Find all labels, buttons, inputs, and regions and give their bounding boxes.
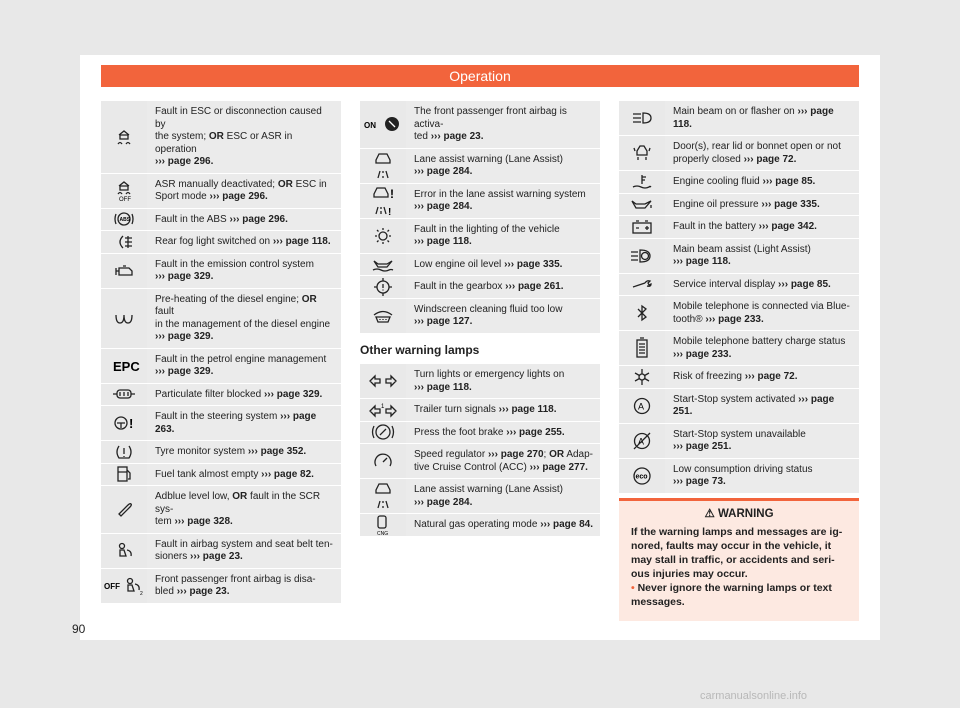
row-description xyxy=(665,331,859,365)
svg-text:EPC: EPC xyxy=(113,358,140,374)
description-line: Mobile telephone battery charge status xyxy=(673,336,846,347)
turn-signal-icon xyxy=(360,364,406,398)
description-line: Speed regulator ››› page 270; OR Adap- xyxy=(414,449,594,460)
washer-fluid-icon xyxy=(360,299,406,333)
description-line: Turn lights or emergency lights on xyxy=(414,369,565,380)
description-line: properly closed ››› page 72. xyxy=(673,153,797,165)
row-description xyxy=(665,136,859,170)
description-line: the system; OR ESC or ASR in operation xyxy=(155,131,293,155)
row-description xyxy=(406,479,600,513)
svg-text:A: A xyxy=(638,401,645,411)
table-row xyxy=(360,254,600,277)
row-description xyxy=(665,296,859,330)
fuel-tank-icon xyxy=(101,464,147,486)
table-row xyxy=(619,194,859,217)
description-line: tooth® ››› page 233. xyxy=(673,313,764,325)
table-row xyxy=(101,441,341,464)
row-description xyxy=(406,422,600,444)
table-row xyxy=(360,444,600,479)
table-row xyxy=(101,406,341,441)
warning-line: If the warning lamps and messages are ig- xyxy=(631,526,843,538)
table-row xyxy=(360,422,600,445)
table-row xyxy=(619,459,859,494)
warning-table-left xyxy=(101,101,341,604)
description-line: Fault in the steering system ››› page 263. xyxy=(155,411,317,435)
bullet-icon: • xyxy=(631,582,638,594)
description-line: Particulate filter blocked ››› page 329. xyxy=(155,388,323,400)
table-row xyxy=(619,331,859,366)
description-line: tem ››› page 328. xyxy=(155,516,233,527)
table-row xyxy=(619,389,859,424)
svg-text:1: 1 xyxy=(381,403,385,410)
description-line: Main beam assist (Light Assist) xyxy=(673,243,811,255)
svg-text:OFF: OFF xyxy=(119,196,131,203)
table-row xyxy=(101,289,341,349)
other-lamps-table xyxy=(360,364,600,537)
description-line: Adblue level low, OR fault in the SCR sys- xyxy=(155,491,321,515)
oil-pressure-icon xyxy=(619,194,665,216)
section-title: Other warning lamps xyxy=(360,342,480,357)
description-line: Risk of freezing ››› page 72. xyxy=(673,371,798,382)
description-line: Service interval display ››› page 85. xyxy=(673,278,831,290)
epc-icon xyxy=(101,349,147,383)
description-line: Lane assist warning (Lane Assist) xyxy=(414,153,563,165)
bulb-fault-icon xyxy=(360,219,406,253)
svg-text:!: ! xyxy=(129,416,134,431)
warning-box xyxy=(619,498,859,621)
warning-line: may stall in traffic, or accidents and seri- xyxy=(631,554,835,566)
svg-text:ON: ON xyxy=(364,121,376,131)
description-line: ››› page 118. xyxy=(414,381,472,393)
row-description xyxy=(406,254,600,276)
frost-icon xyxy=(619,366,665,388)
page-number: 90 xyxy=(72,622,86,636)
description-line: Fault in the lighting of the vehicle xyxy=(414,223,560,235)
warning-body xyxy=(619,521,859,609)
row-description xyxy=(147,569,341,603)
svg-text:ABS: ABS xyxy=(119,217,131,224)
table-row xyxy=(360,479,600,514)
row-description xyxy=(406,299,600,333)
description-line: ››› page 118. xyxy=(673,256,731,267)
row-description xyxy=(147,441,341,463)
description-line: ted ››› page 23. xyxy=(414,131,484,142)
warning-triangle-icon: ⚠ xyxy=(704,508,715,520)
description-line: ››› page 284. xyxy=(414,201,473,212)
description-line: bled ››› page 23. xyxy=(155,586,230,597)
description-line: Fault in the gearbox ››› page 261. xyxy=(414,281,564,292)
description-line: ››› page 296. xyxy=(155,156,214,167)
table-row xyxy=(101,209,341,232)
door-open-icon xyxy=(619,136,665,170)
svg-text:A: A xyxy=(638,436,645,446)
table-row xyxy=(101,231,341,254)
row-description xyxy=(406,399,600,421)
svg-text:OFF: OFF xyxy=(104,581,120,591)
page-header xyxy=(101,65,859,87)
table-row xyxy=(101,384,341,407)
warning-table-right xyxy=(619,101,859,494)
table-row xyxy=(101,569,341,604)
lane-assist-icon xyxy=(360,149,406,183)
warning-heading xyxy=(619,507,859,521)
description-line: Rear fog light switched on ››› page 118. xyxy=(155,236,331,247)
description-line: Main beam on or flasher on ››› page 118. xyxy=(673,106,834,130)
trailer-signal-icon xyxy=(360,399,406,421)
description-line: Lane assist warning (Lane Assist) xyxy=(414,484,563,495)
description-line: Fault in airbag system and seat belt ten- xyxy=(155,538,333,550)
description-line: ››› page 329. xyxy=(155,366,214,377)
table-row xyxy=(360,101,600,149)
table-row xyxy=(360,299,600,334)
row-description xyxy=(406,184,600,218)
row-description xyxy=(147,174,341,208)
row-description xyxy=(406,444,600,478)
description-line: Trailer turn signals ››› page 118. xyxy=(414,404,557,415)
svg-text:eco: eco xyxy=(635,473,648,480)
engine-emission-icon xyxy=(101,254,147,288)
row-description xyxy=(147,101,341,173)
warning-column-middle xyxy=(360,101,600,537)
table-row xyxy=(360,276,600,299)
table-row xyxy=(619,171,859,194)
oil-level-icon xyxy=(360,254,406,276)
particulate-filter-icon xyxy=(101,384,147,406)
row-description xyxy=(406,364,600,398)
description-line: Mobile telephone is connected via Blue- xyxy=(673,301,850,312)
warning-title: WARNING xyxy=(717,508,774,520)
main-beam-icon xyxy=(619,101,665,135)
cng-icon xyxy=(360,514,406,536)
row-description xyxy=(147,209,341,231)
description-line: ››› page 118. xyxy=(414,236,472,247)
description-line: The front passenger front airbag is activa- xyxy=(414,106,567,130)
description-line: ››› page 233. xyxy=(673,348,732,360)
description-line: ››› page 251. xyxy=(673,441,732,452)
description-line: Error in the lane assist warning system xyxy=(414,188,586,200)
row-description xyxy=(147,349,341,383)
row-description xyxy=(147,289,341,348)
table-row xyxy=(619,424,859,459)
description-line: Fault in the battery ››› page 342. xyxy=(673,221,817,232)
row-description xyxy=(665,389,859,423)
row-description xyxy=(665,194,859,216)
start-stop-unavailable-icon xyxy=(619,424,665,458)
row-description xyxy=(406,101,600,148)
gearbox-fault-icon xyxy=(360,276,406,298)
warning-table-middle xyxy=(360,101,600,334)
table-row xyxy=(619,296,859,331)
row-description xyxy=(665,216,859,238)
description-line: ››› page 329. xyxy=(155,271,214,282)
warning-bullet xyxy=(631,581,847,609)
description-line: tive Cruise Control (ACC) ››› page 277. xyxy=(414,461,588,473)
description-line: Fault in the petrol engine management xyxy=(155,353,327,365)
table-row xyxy=(619,274,859,297)
row-description xyxy=(665,459,859,493)
table-row xyxy=(619,101,859,136)
description-line: Front passenger front airbag is disa- xyxy=(155,573,316,585)
warning-line: ous injuries may occur. xyxy=(631,568,748,580)
description-line: Fault in ESC or disconnection caused by xyxy=(155,106,322,130)
row-description xyxy=(147,486,341,533)
row-description xyxy=(665,274,859,296)
abs-icon xyxy=(101,209,147,231)
row-description xyxy=(406,514,600,536)
description-line: Low consumption driving status xyxy=(673,463,813,475)
table-row xyxy=(360,184,600,219)
description-line: Fuel tank almost empty ››› page 82. xyxy=(155,468,314,480)
table-row xyxy=(619,136,859,171)
table-row xyxy=(101,464,341,487)
description-line: ››› page 284. xyxy=(414,166,473,177)
description-line: ››› page 73. xyxy=(673,476,726,487)
lane-assist-green-icon xyxy=(360,479,406,513)
table-row xyxy=(360,219,600,254)
table-row xyxy=(360,399,600,422)
description-line: Engine oil pressure ››› page 335. xyxy=(673,198,820,210)
row-description xyxy=(147,231,341,253)
row-description xyxy=(147,464,341,486)
rear-fog-light-icon xyxy=(101,231,147,253)
description-line: Pre-heating of the diesel engine; OR fault xyxy=(155,293,317,317)
row-description xyxy=(406,149,600,183)
table-row xyxy=(360,149,600,184)
table-row xyxy=(360,364,600,399)
battery-icon xyxy=(619,216,665,238)
table-row xyxy=(101,101,341,174)
page-header-title: Operation xyxy=(449,68,511,84)
svg-text:2: 2 xyxy=(140,590,143,597)
esc-off-icon xyxy=(101,174,147,208)
row-description xyxy=(665,366,859,388)
watermark: carmanualsonline.info xyxy=(700,690,808,702)
svg-text:!: ! xyxy=(390,186,394,201)
warning-text xyxy=(631,525,847,581)
description-line: sioners ››› page 23. xyxy=(155,551,243,562)
coolant-icon xyxy=(619,171,665,193)
warning-bullet-line: messages. xyxy=(631,596,685,608)
table-row xyxy=(101,349,341,384)
warning-line: nored, faults may occur in the vehicle, it xyxy=(631,540,832,552)
start-stop-icon xyxy=(619,389,665,423)
description-line: ››› page 284. xyxy=(414,496,473,508)
row-description xyxy=(147,534,341,568)
row-description xyxy=(147,406,341,440)
description-line: Start-Stop system activated ››› page 251. xyxy=(673,393,835,417)
svg-text:CNG: CNG xyxy=(377,531,389,537)
table-row xyxy=(360,514,600,537)
tyre-monitor-icon xyxy=(101,441,147,463)
passenger-airbag-on-icon xyxy=(360,101,406,148)
row-description xyxy=(406,276,600,298)
row-description xyxy=(147,254,341,288)
svg-text:!: ! xyxy=(388,206,392,218)
description-line: in the management of the diesel engine xyxy=(155,318,331,330)
steering-fault-icon xyxy=(101,406,147,440)
description-line: ››› page 329. xyxy=(155,331,214,342)
description-line: Engine cooling fluid ››› page 85. xyxy=(673,176,816,187)
description-line: Natural gas operating mode ››› page 84. xyxy=(414,519,593,531)
table-row xyxy=(619,239,859,274)
description-line: Start-Stop system unavailable xyxy=(673,428,806,440)
bluetooth-icon xyxy=(619,296,665,330)
table-row xyxy=(619,216,859,239)
service-wrench-icon xyxy=(619,274,665,296)
description-line: Fault in the ABS ››› page 296. xyxy=(155,213,288,225)
row-description xyxy=(665,171,859,193)
table-row xyxy=(619,366,859,389)
description-line: ››› page 127. xyxy=(414,316,473,327)
adblue-icon xyxy=(101,486,147,533)
passenger-airbag-off-icon xyxy=(101,569,147,603)
eco-icon xyxy=(619,459,665,493)
table-row xyxy=(101,254,341,289)
foot-brake-icon xyxy=(360,422,406,444)
description-line: Door(s), rear lid or bonnet open or not xyxy=(673,141,841,152)
row-description xyxy=(665,101,859,135)
row-description xyxy=(665,424,859,458)
description-line: Tyre monitor system ››› page 352. xyxy=(155,446,307,457)
description-line: Fault in the emission control system xyxy=(155,258,314,270)
description-line: Press the foot brake ››› page 255. xyxy=(414,426,565,438)
glow-plug-icon xyxy=(101,289,147,348)
description-line: Windscreen cleaning fluid too low xyxy=(414,303,563,315)
esc-fault-icon xyxy=(101,101,147,173)
table-row xyxy=(101,534,341,569)
airbag-icon xyxy=(101,534,147,568)
table-row xyxy=(101,486,341,534)
row-description xyxy=(406,219,600,253)
description-line: Sport mode ››› page 296. xyxy=(155,191,268,202)
phone-battery-icon xyxy=(619,331,665,365)
table-row xyxy=(101,174,341,209)
description-line: Low engine oil level ››› page 335. xyxy=(414,258,563,270)
lane-assist-error-icon xyxy=(360,184,406,218)
row-description xyxy=(147,384,341,406)
description-line: ASR manually deactivated; OR ESC in xyxy=(155,178,327,190)
row-description xyxy=(665,239,859,273)
speed-regulator-icon xyxy=(360,444,406,478)
warning-bullet-line: Never ignore the warning lamps or text xyxy=(637,582,832,594)
light-assist-icon xyxy=(619,239,665,273)
